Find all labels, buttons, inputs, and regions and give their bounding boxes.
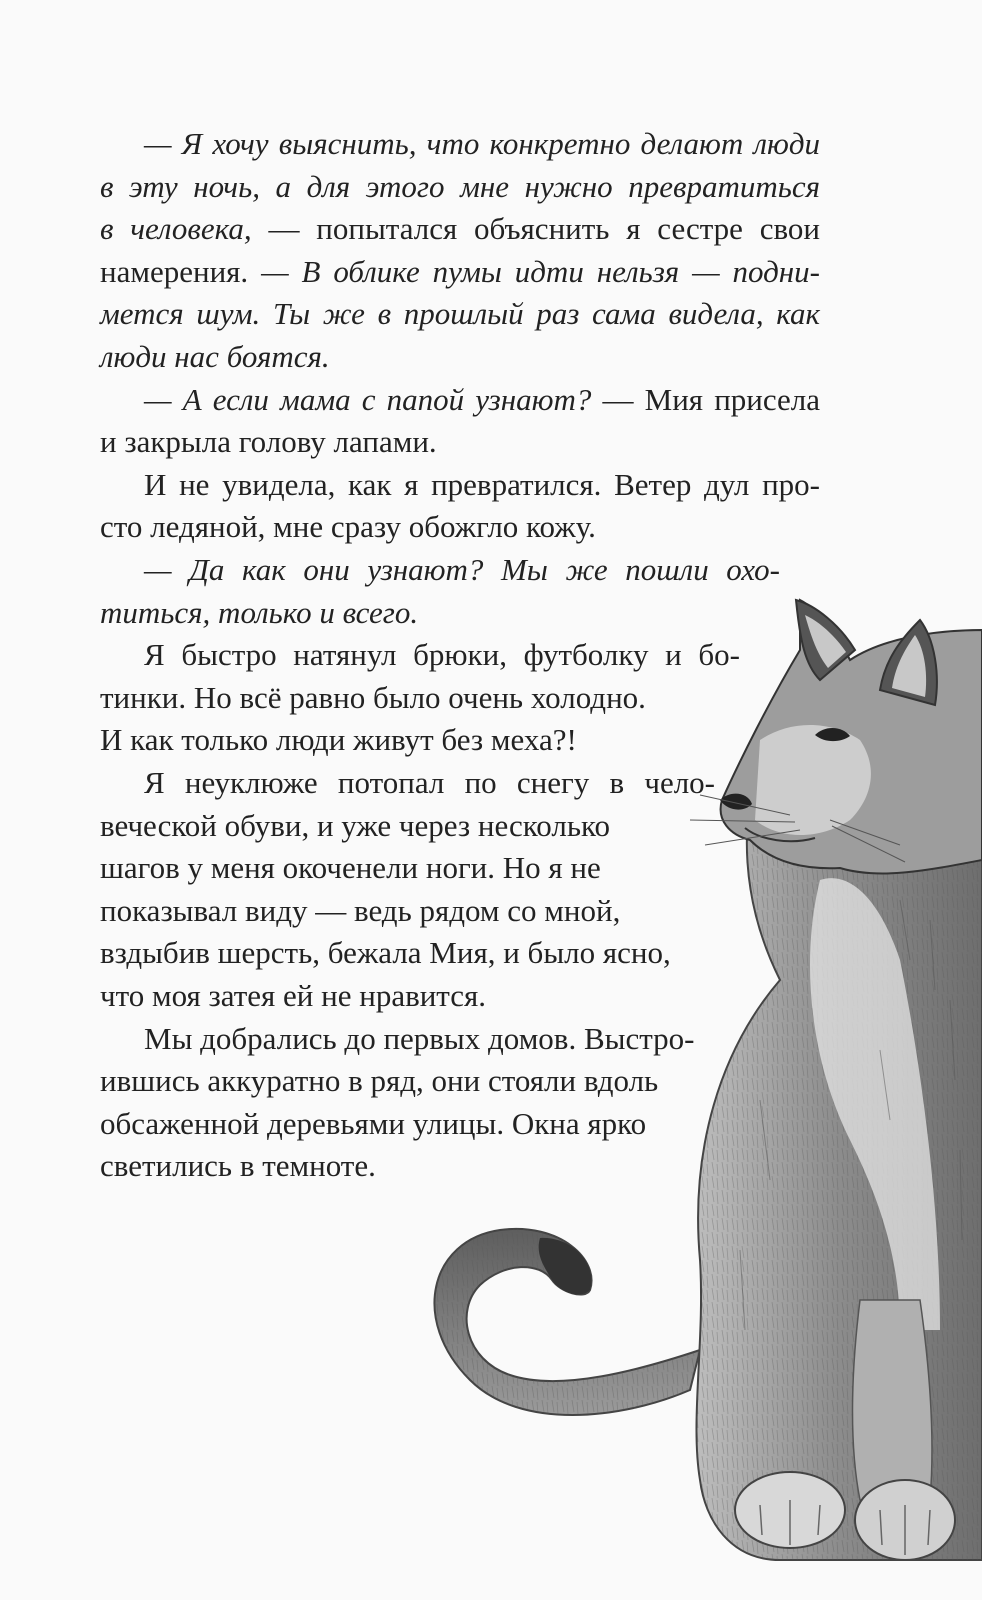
italic-dialogue: в человека,	[100, 211, 269, 247]
text-line	[144, 548, 780, 592]
italic-dialogue: в эту ночь, а для этого мне нужно превратиться	[100, 168, 820, 204]
text-line	[100, 1144, 376, 1188]
narration-text: ившись аккуратно в ряд, они стояли вдоль	[100, 1063, 659, 1099]
narration-text: веческой обуви, и уже через несколько	[100, 807, 610, 843]
narration-text: И как только люди живут без меха?!	[100, 722, 577, 758]
text-line	[100, 335, 330, 379]
text-line	[100, 292, 820, 336]
narration-text: Я неуклюже потопал по снегу в чело-	[144, 765, 715, 800]
text-line	[100, 676, 646, 720]
text-line	[144, 761, 715, 805]
narration-text: — Мия присела	[602, 381, 820, 417]
narration-text: показывал виду — ведь рядом со мной,	[100, 892, 621, 928]
text-line	[100, 505, 596, 549]
text-line	[100, 931, 671, 975]
narration-text: обсаженной деревьями улицы. Окна ярко	[100, 1105, 647, 1141]
narration-text: что моя затея ей не нравится.	[100, 978, 487, 1013]
text-line	[100, 207, 820, 251]
text-line	[144, 1017, 694, 1061]
narration-text: Я быстро натянул брюки, футболку и бо-	[144, 637, 740, 673]
italic-dialogue: — А если мама с папой узнают?	[144, 381, 603, 417]
narration-text: — попытался объяснить я сестре свои	[268, 211, 821, 247]
narration-text: намерения.	[100, 253, 262, 289]
italic-dialogue: — В облике пумы идти нельзя — подни-	[261, 253, 820, 289]
italic-dialogue: — Я хочу выяснить, что конкретно делают люди	[144, 126, 820, 161]
text-line	[144, 378, 820, 422]
text-line	[100, 846, 601, 890]
text-line	[100, 718, 577, 762]
narration-text: сто ледяной, мне сразу обожгло кожу.	[100, 509, 596, 545]
narration-text: И не увидела, как я превратился. Ветер дул про-	[144, 466, 820, 502]
italic-dialogue: мется шум. Ты же в прошлый раз сама видела, как	[100, 296, 820, 332]
italic-dialogue: титься, только и всего.	[100, 594, 419, 630]
italic-dialogue: — Да как они узнают? Мы же пошли охо-	[144, 552, 780, 587]
text-line	[100, 1102, 646, 1146]
narration-text: шагов у меня окоченели ноги. Но я не	[100, 850, 601, 886]
narration-text: вздыбив шерсть, бежала Мия, и было ясно,	[100, 935, 671, 971]
text-line	[100, 591, 418, 635]
text-line	[100, 250, 820, 294]
text-line	[144, 463, 820, 507]
narration-text: Мы добрались до первых домов. Выстро-	[144, 1020, 695, 1056]
narration-text: и закрыла голову лапами.	[100, 424, 437, 460]
narration-text: тинки. Но всё равно было очень холодно.	[100, 679, 646, 715]
text-line	[144, 633, 740, 677]
text-line	[144, 122, 820, 166]
text-line	[100, 974, 486, 1018]
italic-dialogue: люди нас боятся.	[100, 339, 330, 374]
text-line	[100, 1059, 658, 1103]
text-line	[100, 889, 620, 933]
text-line	[100, 420, 437, 464]
text-line	[100, 804, 610, 848]
text-line	[100, 165, 820, 209]
narration-text: светились в темноте.	[100, 1148, 376, 1184]
